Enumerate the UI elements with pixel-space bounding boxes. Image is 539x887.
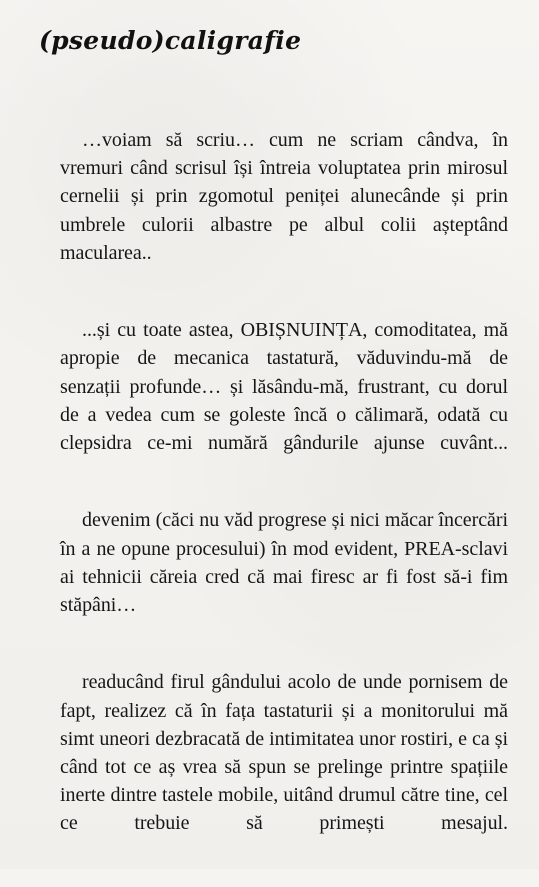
paragraph-4: readucând firul gândului acolo de unde pornisem de fapt, realizez că în fața tastaturii și a monitorului mă simt uneori dezbracată de intimitatea unor rostiri, e ca și când tot ce aș vrea să spun se prelinge printre spațiile inerte dintre tastele mobile, uitând drumul către tine, cel ce trebuie să primești mesajul. [60, 671, 508, 835]
paragraph-3: devenim (căci nu văd progrese și nici măcar încercări în a ne opune procesului) în mod evident, PREA-sclavi ai tehnicii căreia cred că mai firesc ar fi fost să-i fim stăpâni… [60, 509, 508, 617]
page-title: (pseudo)caligrafie [39, 26, 302, 55]
paragraph-2: ...și cu toate astea, OBIȘNUINȚA, comoditatea, mă apropie de mecanica tastatură, văduvindu-mă de senzații profunde… și lăsându-mă, frustrant, cu dorul de a vedea cum se goleste încă o călimară, odată cu clepsidra ce-mi numără gândurile ajunse cuvânt... [60, 319, 508, 455]
paragraph-1: …voiam să scriu… cum ne scriam cândva, în vremuri când scrisul își întreia voluptatea prin mirosul cernelii și prin zgomotul peniței alunecânde și prin umbrele culorii albastre pe albul colii așteptând macularea.. [60, 129, 508, 264]
text-body [60, 126, 508, 887]
